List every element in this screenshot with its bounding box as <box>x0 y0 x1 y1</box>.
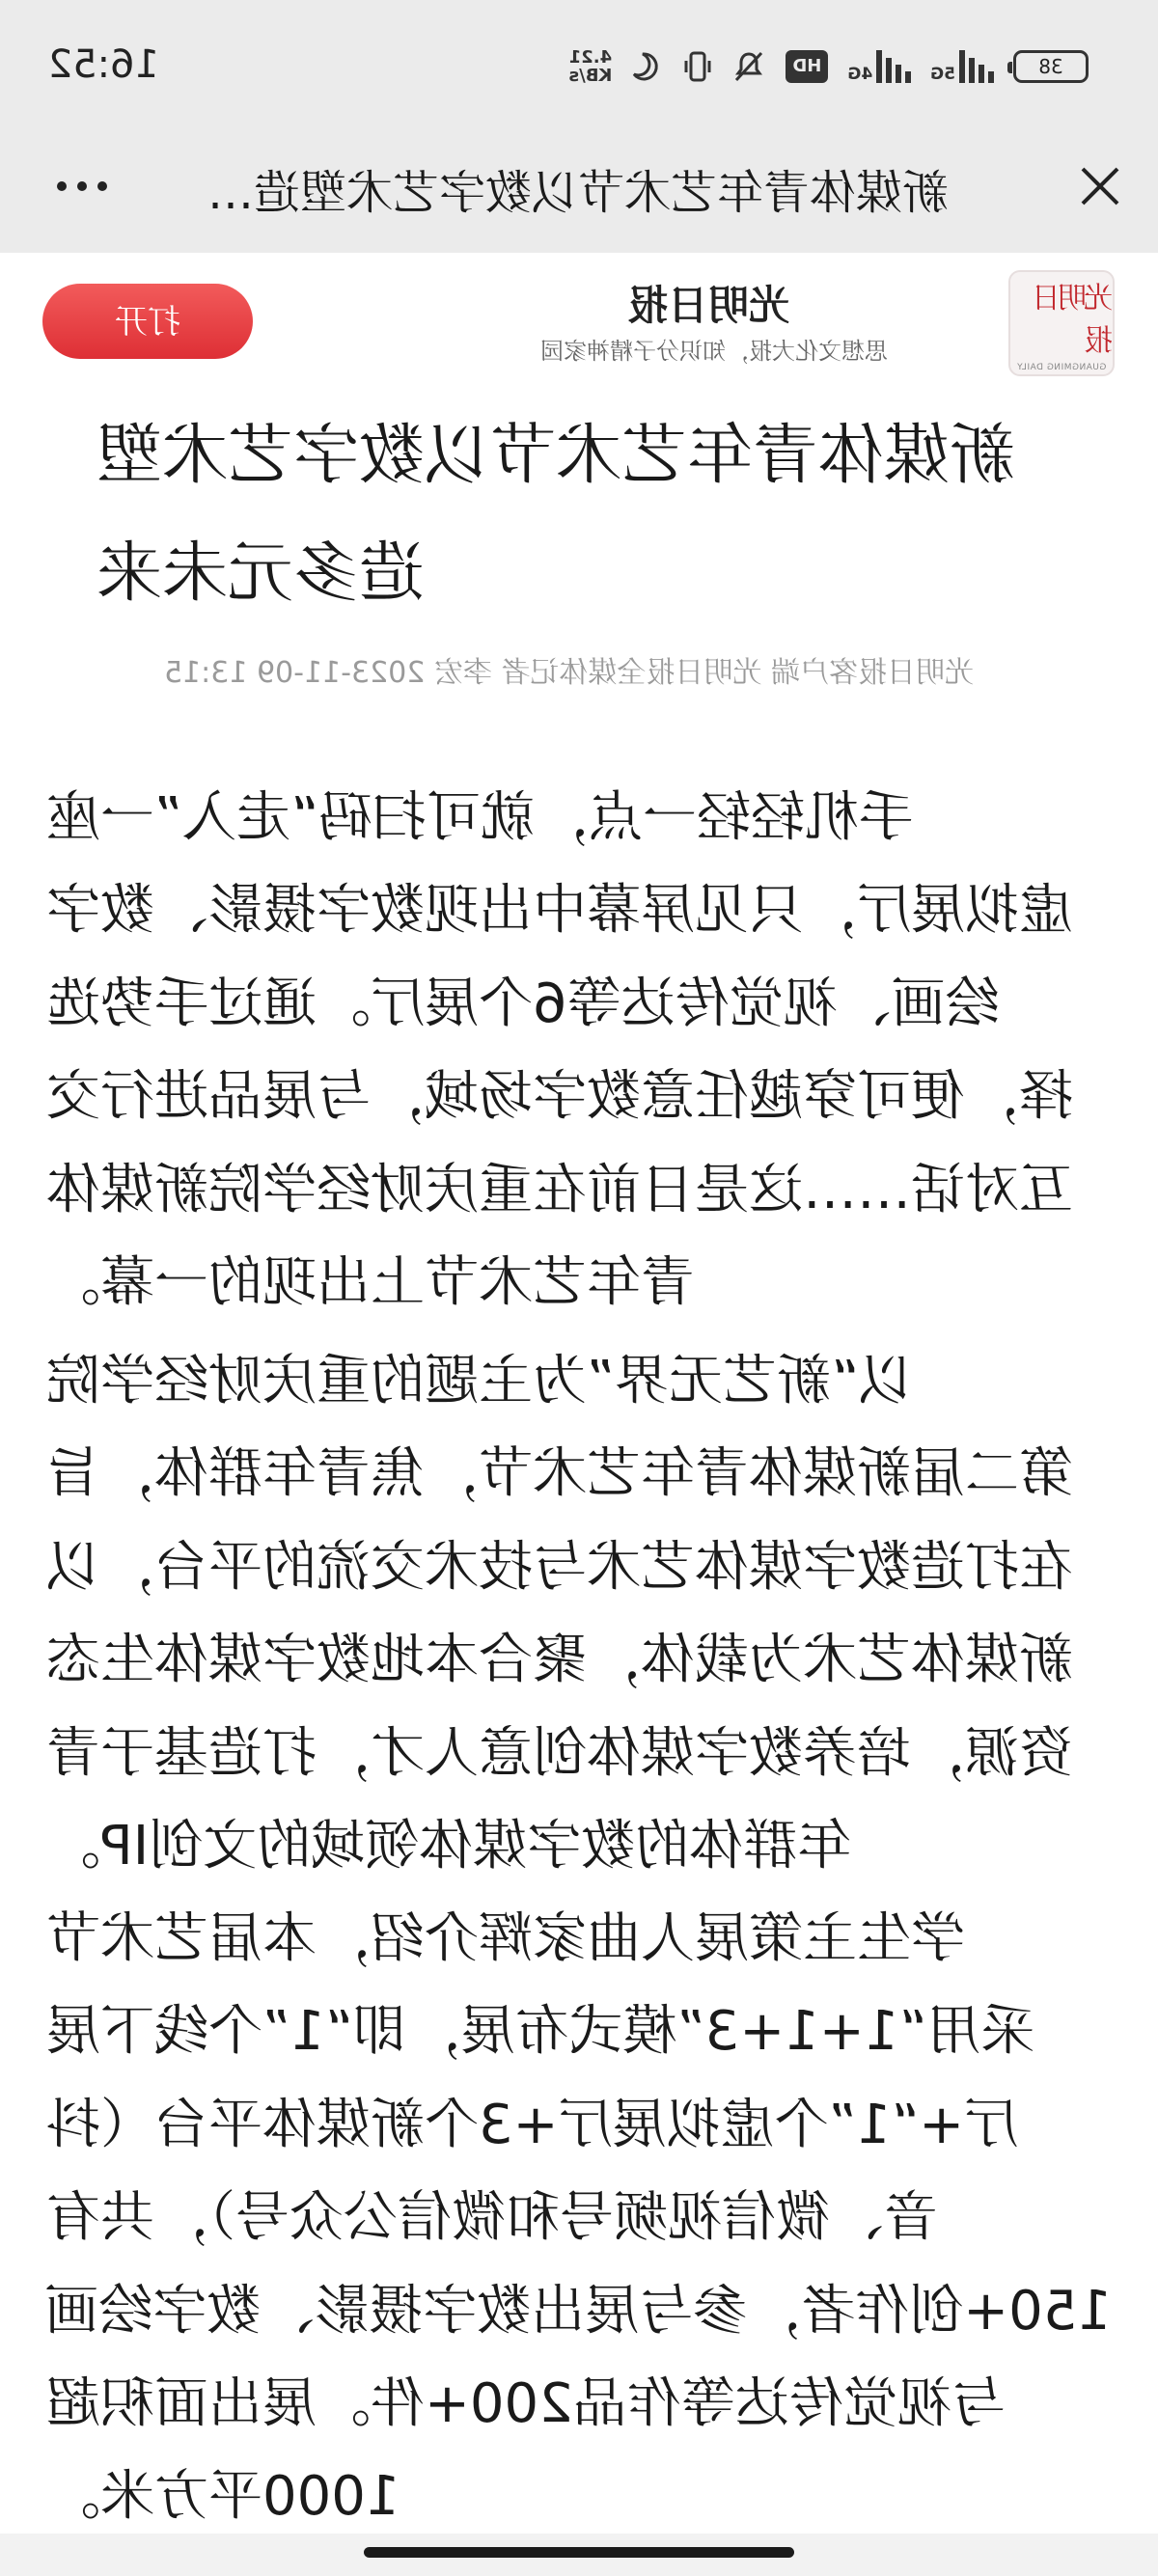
paragraph-line: 以“新艺无界”为主题的重庆财经学院 <box>46 1350 914 1412</box>
paragraph-line: 150+创作者，参与展出数字摄影、数字绘画 <box>44 2279 1112 2343</box>
paragraph-line: 择，便可穿越任意数字场域，与展品进行交 <box>46 1065 1073 1129</box>
net-speed <box>568 48 612 85</box>
close-icon <box>1079 165 1121 207</box>
article-headline <box>96 397 1112 633</box>
status-bar <box>0 0 1158 135</box>
signal-5g-icon <box>930 50 994 83</box>
article-byline: 光明日报客户端 光明日报全媒体记者 李宏 2023-11-09 13:15 <box>164 656 974 690</box>
headline-line: 新媒体青年艺术节以数字艺术塑 <box>96 418 1016 494</box>
paragraph-line: 虚拟展厅，只见屏幕中出现数字摄影、数字 <box>46 879 1073 943</box>
paragraph-line: 资源，培养数字媒体创意人才，打造基于青 <box>46 1721 1073 1785</box>
paragraph-line: 与视觉传达等作品200+件。展出面积超 <box>46 2372 1006 2436</box>
paragraph-line: 学生主策展人曲家辉介绍，本届艺术节 <box>46 1907 965 1970</box>
paragraph-line: 年群体的数字媒体领域的文创IP。 <box>46 1815 852 1878</box>
paragraph-line: 1000平方米。 <box>46 2465 400 2529</box>
browser-chrome <box>0 0 1158 253</box>
status-icons <box>568 42 1089 91</box>
more-button[interactable] <box>39 154 125 218</box>
paragraph-line: 在打造数字媒体艺术与技术交流的平台，以 <box>46 1535 1073 1599</box>
logo-english: GUANGMING DAILY <box>1016 363 1107 372</box>
status-time: 16:52 <box>47 42 159 87</box>
publisher-banner <box>0 253 1158 397</box>
article-paragraph-2 <box>46 1335 1112 1893</box>
paragraph-line: 互对话……这是日前在重庆财经学院新媒体 <box>46 1158 1073 1221</box>
mute-icon <box>731 49 766 84</box>
signal-4g-icon <box>847 50 911 83</box>
battery-icon: 38 <box>1013 50 1089 83</box>
more-dots-icon <box>57 181 67 191</box>
paragraph-line: 青年艺术节上出现的一幕。 <box>46 1251 695 1315</box>
article-paragraph-3 <box>46 1893 1112 2544</box>
logo-script: 光明日报 <box>1034 282 1113 358</box>
article-paragraph-1 <box>46 772 1112 1329</box>
net-speed-unit: KB/s <box>568 66 613 86</box>
paragraph-line: 采用“1+1+3”模式布展，即“1”个线下展 <box>46 2000 1035 2064</box>
moon-icon <box>631 50 664 83</box>
close-button[interactable] <box>1068 154 1132 218</box>
paragraph-line: 新媒体艺术为载体，聚合本地数字媒体生态 <box>46 1629 1073 1692</box>
publisher-slogan: 思想文化大报，知识分子精神家园 <box>540 338 888 365</box>
hd-icon: HD <box>786 50 828 83</box>
paragraph-line: 绘画、视觉传达等6个展厅。通过手势选 <box>46 972 1000 1035</box>
home-indicator[interactable] <box>364 2547 794 2558</box>
paragraph-line: 手机轻轻一点，就可扫码“走入”一座 <box>46 786 914 849</box>
net-4g-label: 4G <box>847 65 873 84</box>
paragraph-line: 第二届新媒体青年艺术节，焦青年群体，旨 <box>46 1442 1073 1506</box>
open-app-button[interactable]: 打开 <box>42 284 253 359</box>
vibrate-icon <box>683 49 712 84</box>
paragraph-line: 厅+“1”个虚拟展厅+3个新媒体平台（抖 <box>46 2093 1019 2156</box>
publisher-name: 光明日报 <box>627 282 790 329</box>
page-title: 新媒体青年艺术节以数字艺术塑造… <box>207 166 950 220</box>
title-bar <box>0 135 1158 253</box>
headline-line: 造多元未来 <box>96 535 426 612</box>
net-speed-value: 4.21 <box>568 47 613 68</box>
publisher-logo <box>1008 270 1115 376</box>
net-5g-label: 5G <box>930 65 955 84</box>
paragraph-line: 音、微信视频号和微信公众号），共有 <box>46 2186 938 2250</box>
